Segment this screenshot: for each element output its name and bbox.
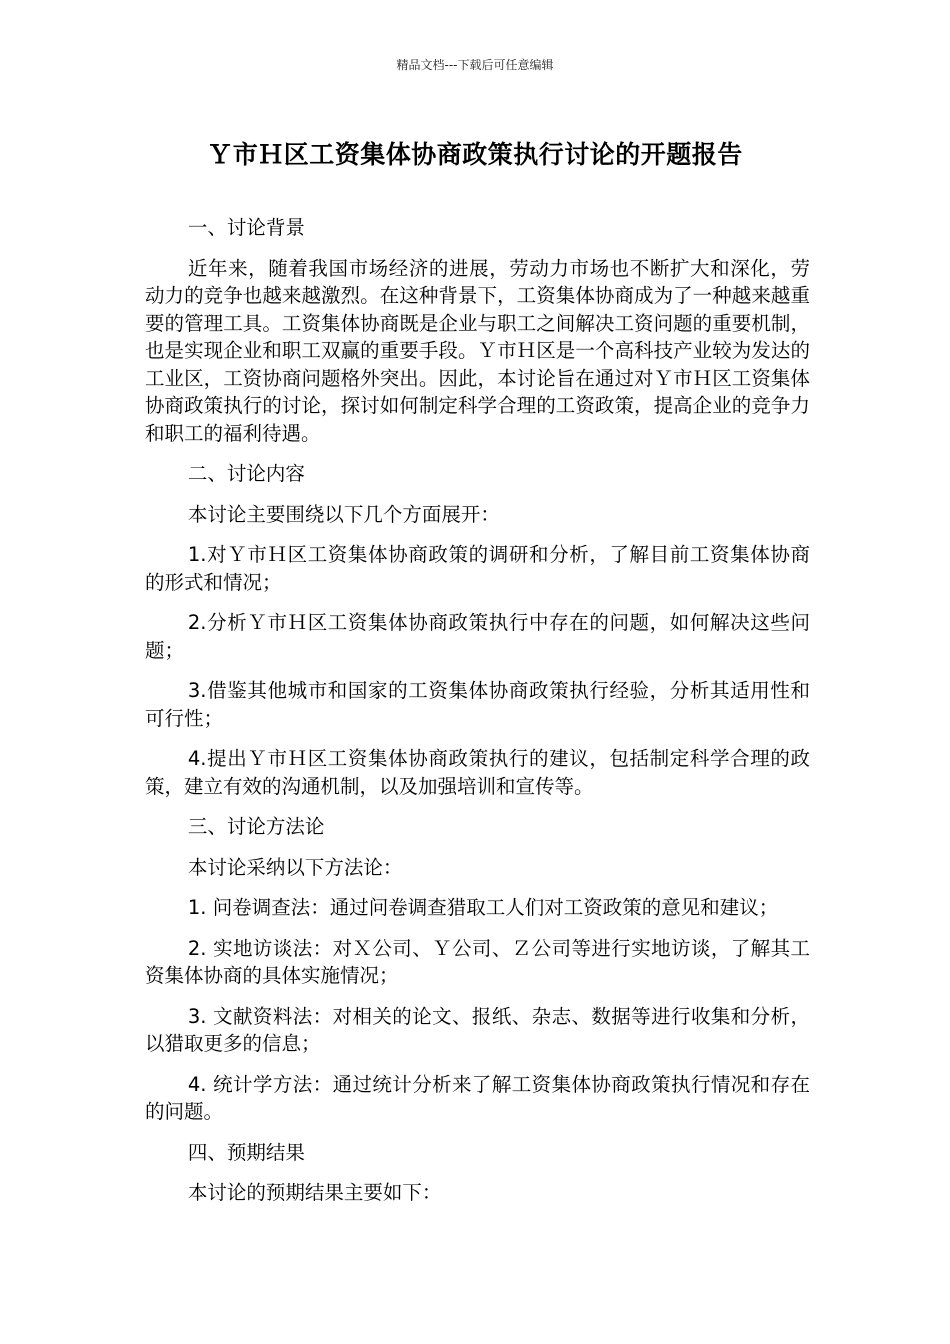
page-header: 精品文档---下载后可任意编辑 (396, 58, 554, 72)
methodology-item-3: 3. 文献资料法：对相关的论文、报纸、杂志、数据等进行收集和分析，以猎取更多的信息； (145, 1004, 810, 1055)
methodology-intro-paragraph: 本讨论采纳以下方法论： (187, 855, 403, 879)
document-title: Ｙ市Ｈ区工资集体协商政策执行讨论的开题报告 (207, 140, 743, 169)
content-intro-paragraph: 本讨论主要围绕以下几个方面展开： (187, 502, 500, 526)
section-heading-methodology: 三、讨论方法论 (187, 815, 325, 838)
methodology-item-4: 4. 统计学方法：通过统计分析来了解工资集体协商政策执行情况和存在的问题。 (145, 1072, 810, 1123)
content-item-3: 3.借鉴其他城市和国家的工资集体协商政策执行经验，分析其适用性和可行性； (145, 679, 810, 730)
section-heading-background: 一、讨论背景 (187, 216, 305, 239)
document-body (145, 214, 810, 1207)
background-paragraph: 近年来，随着我国市场经济的进展，劳动力市场也不断扩大和深化，劳动力的竞争也越来越激烈。在这种背景下，工资集体协商成为了一种越来越重要的管理工具。工资集体协商既是企业与职工之间解决工资问题的重要机制，也是实现企业和职工双赢的重要手段。Ｙ市Ｈ区是一个高科技产业较为发达的工业区，工资协商问题格外突出。因此，本讨论旨在通过对Ｙ市Ｈ区工资集体协商政策执行的讨论，探讨如何制定科学合理的工资政策，提高企业的竞争力和职工的福利待遇。 (145, 256, 810, 445)
expected-results-intro-paragraph: 本讨论的预期结果主要如下： (187, 1181, 442, 1204)
content-item-2: 2.分析Ｙ市Ｈ区工资集体协商政策执行中存在的问题，如何解决这些问题； (145, 611, 810, 662)
section-heading-expected-results: 四、预期结果 (187, 1140, 305, 1164)
content-item-4: 4.提出Ｙ市Ｈ区工资集体协商政策执行的建议，包括制定科学合理的政策，建立有效的沟通机制，以及加强培训和宣传等。 (145, 747, 810, 798)
methodology-item-1: 1. 问卷调查法：通过问卷调查猎取工人们对工资政策的意见和建议； (187, 896, 779, 919)
content-item-1: 1.对Ｙ市Ｈ区工资集体协商政策的调研和分析，了解目前工资集体协商的形式和情况； (145, 543, 810, 594)
methodology-item-2: 2. 实地访谈法：对Ｘ公司、Ｙ公司、Ｚ公司等进行实地访谈，了解其工资集体协商的具体实施情况； (145, 936, 810, 987)
section-heading-content: 二、讨论内容 (187, 462, 305, 485)
